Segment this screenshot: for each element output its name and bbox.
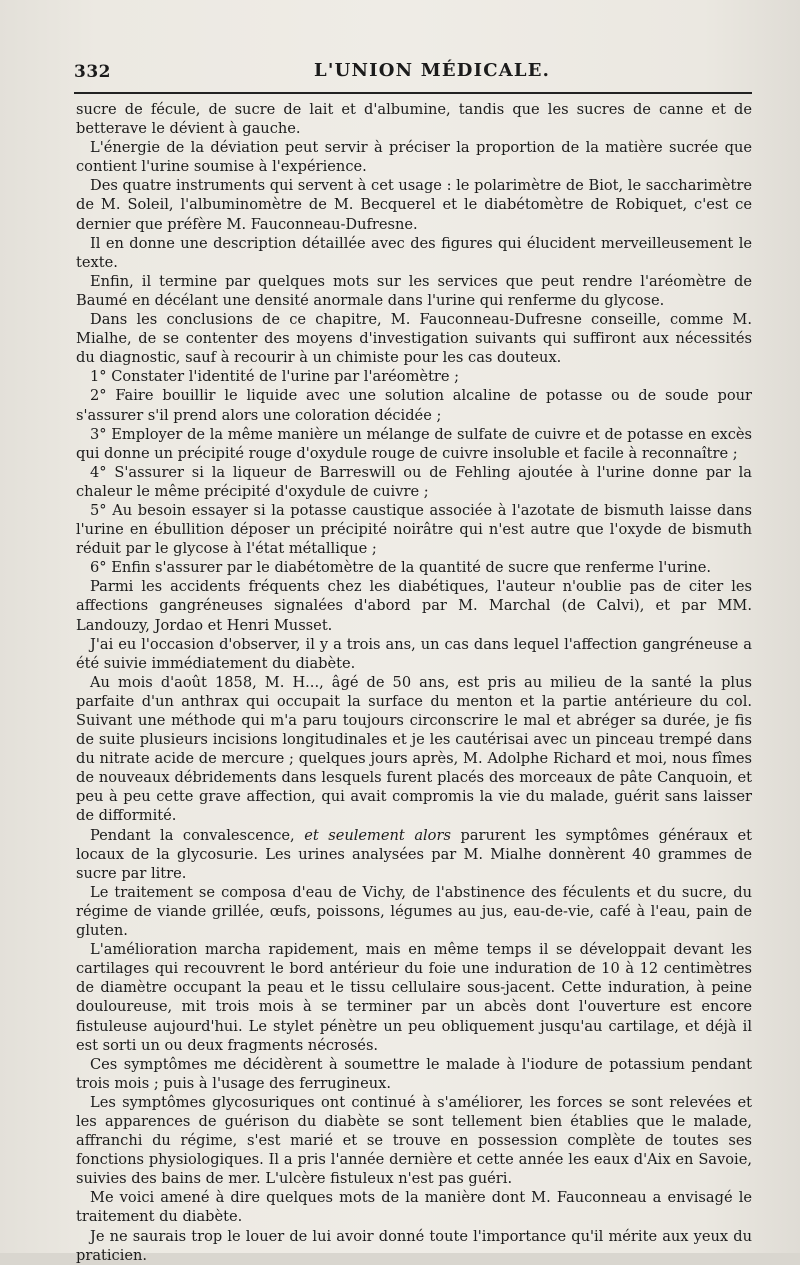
list-item: 1° Constater l'identité de l'urine par l'aréomètre ; (90, 368, 460, 386)
paragraph: Dans les conclusions de ce chapitre, M. Fauconneau-Dufresne conseille, comme M. Mialhe, de se contenter des moyens d'investigation suivants qui suffiront aux nécessités du diagnostic, sauf à recourir à un chimiste pour les cas douteux. (76, 311, 752, 367)
list-item: 3° Employer de la même manière un mélange de sulfate de cuivre et de potasse en excès qui donne un précipité rouge d'oxydule rouge de cuivre insoluble et facile à reconnaître ; (76, 425, 752, 462)
list-item: 6° Enfin s'assurer par le diabétomètre de la quantité de sucre que renferme l'urine. (90, 559, 712, 577)
paragraph: J'ai eu l'occasion d'observer, il y a trois ans, un cas dans lequel l'affection gangréneuse a été suivie immédiatement du diabète. (76, 635, 752, 672)
paragraph: Parmi les accidents fréquents chez les diabétiques, l'auteur n'oublie pas de citer les affections gangréneuses signalées d'abord par M. Marchal (de Calvi), et par MM. Landouzy, Jordao et Henri Musset. (76, 578, 752, 634)
paragraph: Les symptômes glycosuriques ont continué à s'améliorer, les forces se sont relevées et les apparences de guérison du diabète se sont tellement bien établies que le malade, affranchi du régime, s'est marié et se trouve en possession complète de toutes ses fonctions physiologiques. Il a pris l'année dernière et cette année les eaux d'Aix en Savoie, suivies des bains de mer. L'ulcère fistuleux n'est pas guéri. (76, 1093, 752, 1188)
paragraph: L'énergie de la déviation peut servir à préciser la proportion de la matière sucrée que contient l'urine soumise à l'expérience. (76, 139, 752, 176)
list-item: 5° Au besoin essayer si la potasse caustique associée à l'azotate de bismuth laisse dans l'urine en ébullition déposer un précipité noirâtre qui n'est autre que l'oxyde de bismuth réduit par le glycose à l'état métallique ; (76, 501, 752, 558)
page-header (74, 58, 754, 88)
paragraph: Le traitement se composa d'eau de Vichy, de l'abstinence des féculents et du sucre, du régime de viande grillée, œufs, poissons, légumes au jus, eau-de-vie, café à l'eau, pain de gluten. (76, 883, 752, 940)
paragraph: Enfin, il termine par quelques mots sur les services que peut rendre l'aréomètre de Baumé en décélant une densité anormale dans l'urine qui renferme du glycose. (76, 272, 752, 309)
paragraph: Des quatre instruments qui servent à cet usage : le polarimètre de Biot, le saccharimètre de M. Soleil, l'albuminomètre de M. Becquerel et le diabétomètre de Robiquet, c'est ce dernier que préfère M. Fauconneau-Dufresne. (76, 177, 752, 233)
paragraph: Il en donne une description détaillée avec des figures qui élucident merveilleusement le texte. (76, 234, 752, 271)
text-run: Pendant la convalescence, (90, 826, 305, 844)
header-rule (74, 92, 752, 94)
italic-run: et seulement alors (304, 826, 451, 844)
page-number: 332 (74, 62, 111, 82)
text-run: parurent les symptômes généraux et locaux de la glycosurie. Les urines analysées par M. Mialhe donnèrent 40 grammes de sucre par litre. (76, 826, 753, 882)
body-text (76, 100, 752, 1265)
list-item: 2° Faire bouillir le liquide avec une solution alcaline de potasse ou de soude pour s'assurer s'il prend alors une coloration décidée ; (76, 387, 752, 424)
paragraph: Au mois d'août 1858, M. H..., âgé de 50 ans, est pris au milieu de la santé la plus parfaite d'un anthrax qui occupait la surface du menton et la partie antérieure du col. Suivant une méthode qui m'a paru toujours circonscrire le mal et abréger sa durée, je fis de suite plusieurs incisions longitudinales et je les cautérisai avec un pinceau trempé dans du nitrate acide de mercure ; quelques jours après, M. Adolphe Richard et moi, nous fîmes de nouveaux débridements dans lesquels furent placés des morceaux de pâte Canquoin, et peu à peu cette grave affection, qui avait compromis la vie du malade, guérit sans laisser de difformité. (76, 673, 752, 825)
paragraph: Me voici amené à dire quelques mots de la manière dont M. Fauconneau a envisagé le traitement du diabète. (76, 1189, 752, 1226)
paragraph: Je ne saurais trop le louer de lui avoir donné toute l'importance qu'il mérite aux yeux du praticien. (76, 1227, 752, 1264)
paragraph: Ces symptômes me décidèrent à soumettre le malade à l'iodure de potassium pendant trois mois ; puis à l'usage des ferrugineux. (76, 1055, 752, 1092)
paragraph: sucre de fécule, de sucre de lait et d'albumine, tandis que les sucres de canne et de betterave le dévient à gauche. (76, 101, 752, 138)
paragraph-convalescence (76, 826, 752, 883)
list-item: 4° S'assurer si la liqueur de Barreswill ou de Fehling ajoutée à l'urine donne par la chaleur le même précipité d'oxydule de cuivre ; (76, 463, 752, 500)
paragraph: L'amélioration marcha rapidement, mais en même temps il se développait devant les cartilages qui recouvrent le bord antérieur du foie une induration de 10 à 12 centimètres de diamètre occupant la peau et le tissu cellulaire sous-jacent. Cette induration, à peine douloureuse, mit trois mois à se terminer par un abcès dont l'ouverture est encore fistuleuse aujourd'hui. Le stylet pénètre un peu obliquement jusqu'au cartilage, et déjà il est sorti un ou deux fragments nécrosés. (76, 941, 752, 1054)
running-title: L'UNION MÉDICALE. (314, 60, 551, 81)
